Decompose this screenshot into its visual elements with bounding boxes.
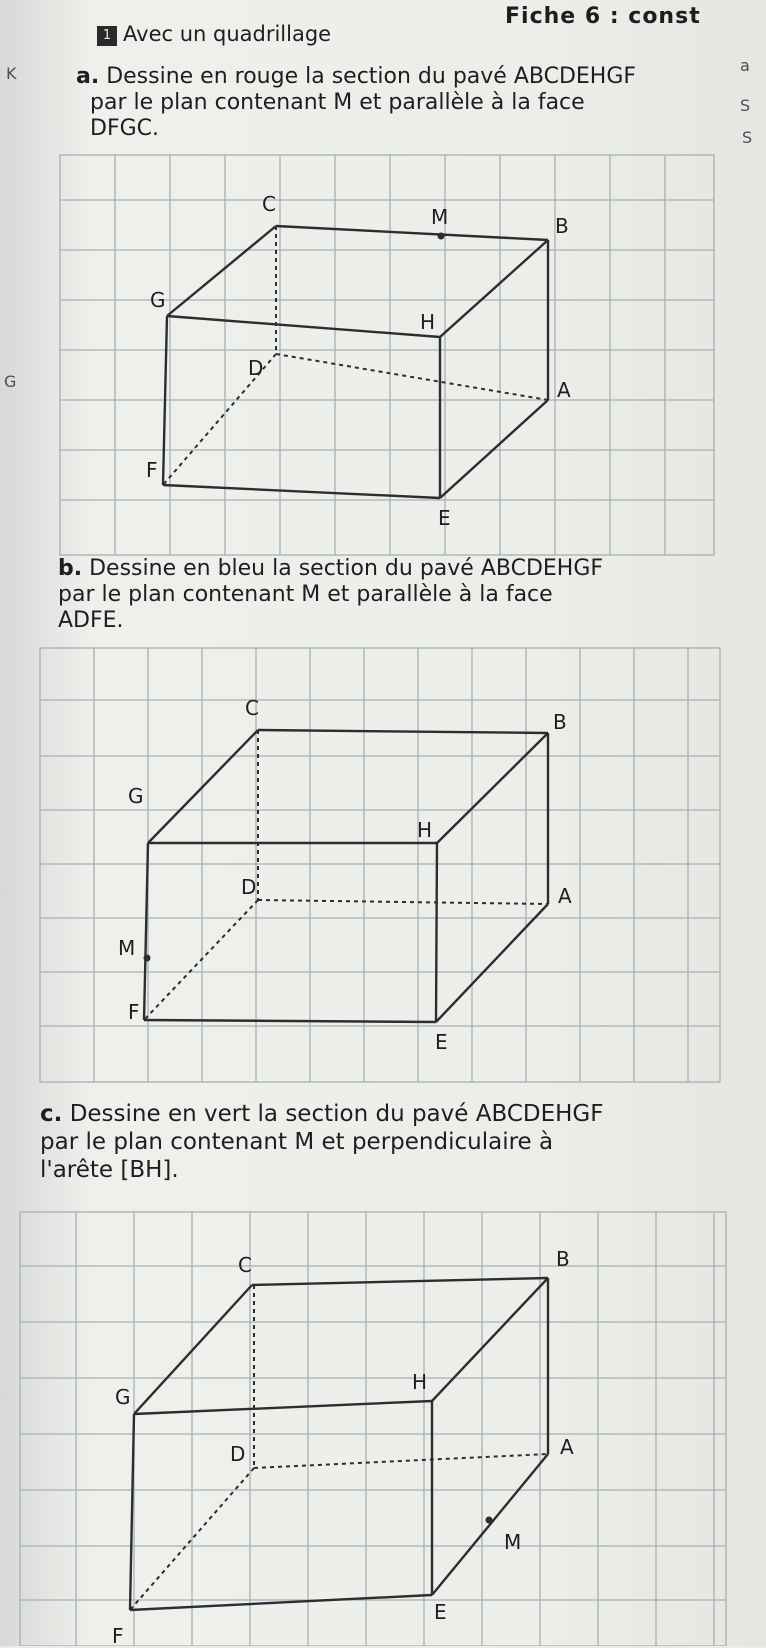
margin-mark-a: a	[740, 56, 750, 75]
instruction-b-letter: b.	[58, 556, 83, 581]
fig-a-label-E: E	[438, 506, 451, 530]
instruction-b-line3: ADFE.	[58, 608, 124, 633]
fig-b-label-A: A	[558, 884, 572, 908]
margin-mark-s1: S	[740, 96, 751, 115]
edge-F-E	[163, 485, 440, 498]
instruction-a-line3: DFGC.	[90, 116, 159, 141]
margin-mark-s2: S	[742, 128, 753, 147]
figure-c-box	[130, 1278, 548, 1610]
instruction-c-line3: l'arête [BH].	[40, 1157, 179, 1183]
fig-c-label-C: C	[238, 1253, 252, 1277]
fig-c-label-G: G	[115, 1385, 131, 1409]
edge-E-A	[440, 400, 548, 498]
fig-a-label-H: H	[420, 310, 436, 334]
instruction-a-letter: a.	[76, 64, 100, 89]
fig-a-label-C: C	[262, 192, 276, 216]
fig-a-label-F: F	[146, 458, 158, 482]
edge-C-G	[167, 226, 276, 316]
fig-c-label-E: E	[434, 1600, 447, 1624]
instruction-a-line2: par le plan contenant M et parallèle à la face	[90, 90, 585, 115]
fig-b-label-G: G	[128, 784, 144, 808]
fig-c-label-A: A	[560, 1435, 574, 1459]
fig-b-label-E: E	[435, 1030, 448, 1054]
instruction-b-line2: par le plan contenant M et parallèle à la face	[58, 582, 553, 607]
instruction-c-line2: par le plan contenant M et perpendiculaire à	[40, 1129, 554, 1155]
instruction-c	[40, 1100, 730, 1184]
instruction-c-letter: c.	[40, 1101, 63, 1127]
figure-c-hidden-edges	[130, 1285, 548, 1610]
instruction-a	[76, 64, 716, 142]
fig-c-label-M: M	[504, 1530, 522, 1554]
fig-c-label-F: F	[112, 1624, 124, 1648]
fig-a-label-A: A	[557, 378, 571, 402]
fig-a-label-G: G	[150, 288, 166, 312]
instruction-b-line1: Dessine en bleu la section du pavé ABCDEHGF	[89, 556, 604, 581]
fig-c-label-D: D	[230, 1442, 246, 1466]
fig-b-label-M: M	[118, 936, 136, 960]
point-M-b	[144, 955, 151, 962]
edge-G-H	[167, 316, 440, 337]
section-heading-text: Avec un quadrillage	[123, 22, 332, 46]
figure-c-grid	[20, 1212, 726, 1646]
margin-mark-k: K	[6, 64, 17, 83]
instruction-b	[58, 556, 718, 634]
section-heading	[97, 22, 331, 46]
fig-a-label-B: B	[555, 214, 569, 238]
instruction-c-line1: Dessine en vert la section du pavé ABCDEHGF	[69, 1101, 604, 1127]
fig-b-label-D: D	[241, 875, 257, 899]
fig-c-label-H: H	[412, 1370, 428, 1394]
fig-a-label-D: D	[248, 356, 264, 380]
figure-b-hidden-edges	[144, 730, 548, 1020]
figure-a-hidden-edges	[163, 226, 548, 485]
fig-a-label-M: M	[431, 205, 449, 229]
header-title: Fiche 6 : const	[505, 4, 701, 29]
instruction-a-line1: Dessine en rouge la section du pavé ABCDEHGF	[106, 64, 637, 89]
figure-b-grid	[40, 648, 720, 1082]
fig-b-label-H: H	[417, 818, 433, 842]
edge-C-B	[276, 226, 548, 240]
fig-c-label-B: B	[556, 1247, 570, 1271]
exercise-number-badge: 1	[97, 26, 117, 46]
margin-mark-g: G	[4, 372, 17, 391]
fig-b-label-B: B	[553, 710, 567, 734]
figure-a-box	[163, 226, 548, 498]
point-M-c	[486, 1517, 493, 1524]
fig-b-label-C: C	[245, 696, 259, 720]
point-M-a	[438, 233, 445, 240]
fig-b-label-F: F	[128, 1000, 140, 1024]
figure-b-box	[144, 730, 548, 1022]
edge-H-B	[440, 240, 548, 337]
